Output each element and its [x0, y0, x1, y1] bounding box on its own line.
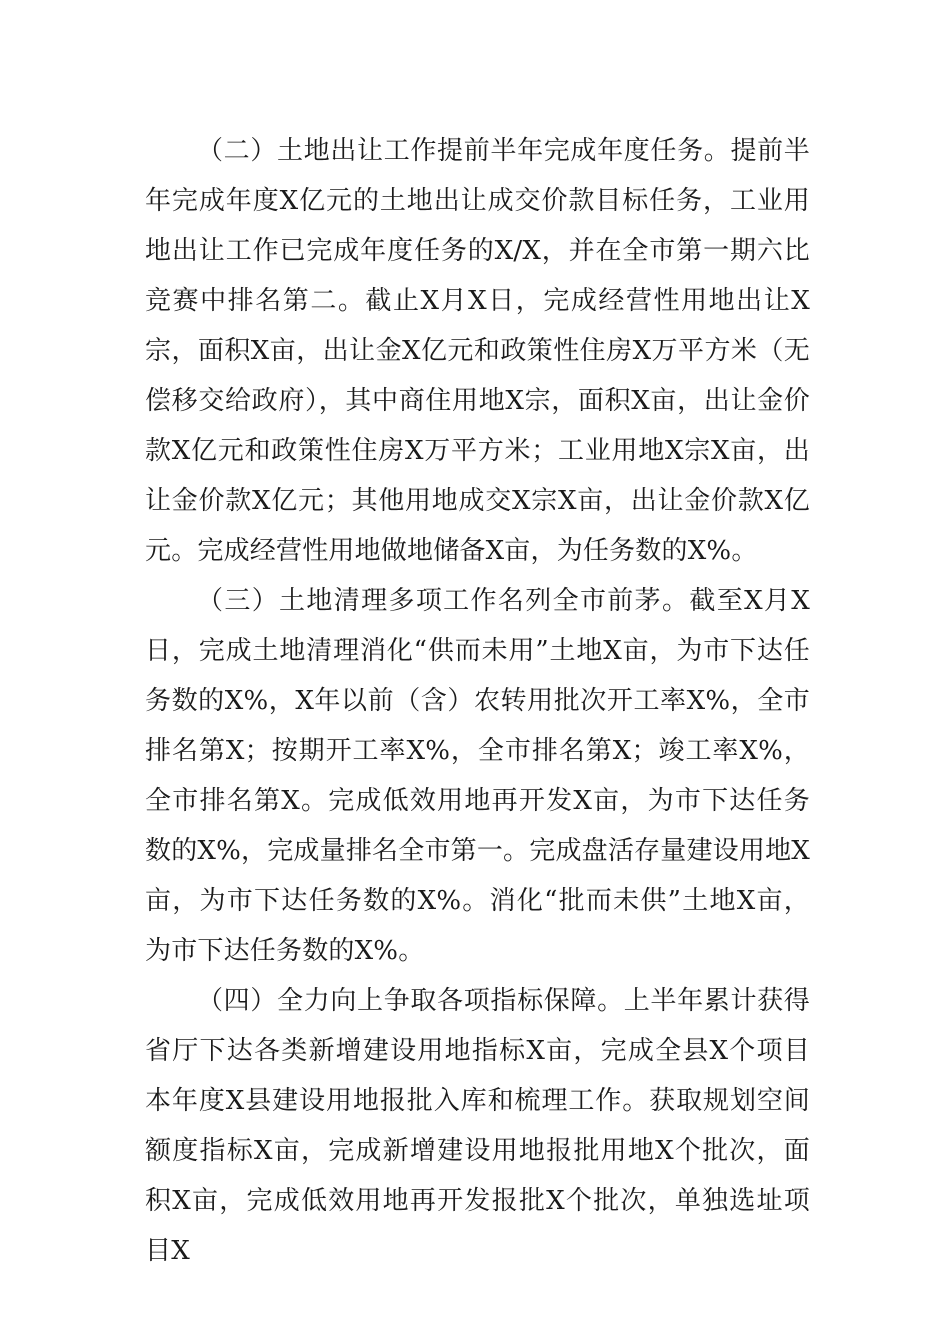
paragraph-indicator-guarantee: （四）全力向上争取各项指标保障。上半年累计获得省厅下达各类新增建设用地指标X亩，完成全县X个项目本年度X县建设用地报批入库和梳理工作。获取规划空间额度指标X亩，完成新增建设用地报批用地X个批次，面积X亩，完成低效用地再开发报批X个批次，单独选址项目X — [145, 986, 810, 1266]
paragraph-land-clearance: （三）土地清理多项工作名列全市前茅。截至X月X日，完成土地清理消化“供而未用”土地X亩，为市下达任务数的X%，X年以前（含）农转用批次开工率X%，全市排名第X；按期开工率X%，全市排名第X；竣工率X%，全市排名第X。完成低效用地再开发X亩，为市下达任务数的X%，完成量排名全市第一。完成盘活存量建设用地X亩，为市下达任务数的X%。消化“批而未供”土地X亩，为市下达任务数的X%。 — [145, 586, 810, 966]
paragraph-land-transfer: （二）土地出让工作提前半年完成年度任务。提前半年完成年度X亿元的土地出让成交价款目标任务，工业用地出让工作已完成年度任务的X/X，并在全市第一期六比竞赛中排名第二。截止X月X日，完成经营性用地出让X宗，面积X亩，出让金X亿元和政策性住房X万平方米（无偿移交给政府），其中商住用地X宗，面积X亩，出让金价款X亿元和政策性住房X万平方米；工业用地X宗X亩，出让金价款X亿元；其他用地成交X宗X亩，出让金价款X亿元。完成经营性用地做地储备X亩，为任务数的X%。 — [145, 136, 810, 566]
document-body — [145, 126, 810, 1276]
